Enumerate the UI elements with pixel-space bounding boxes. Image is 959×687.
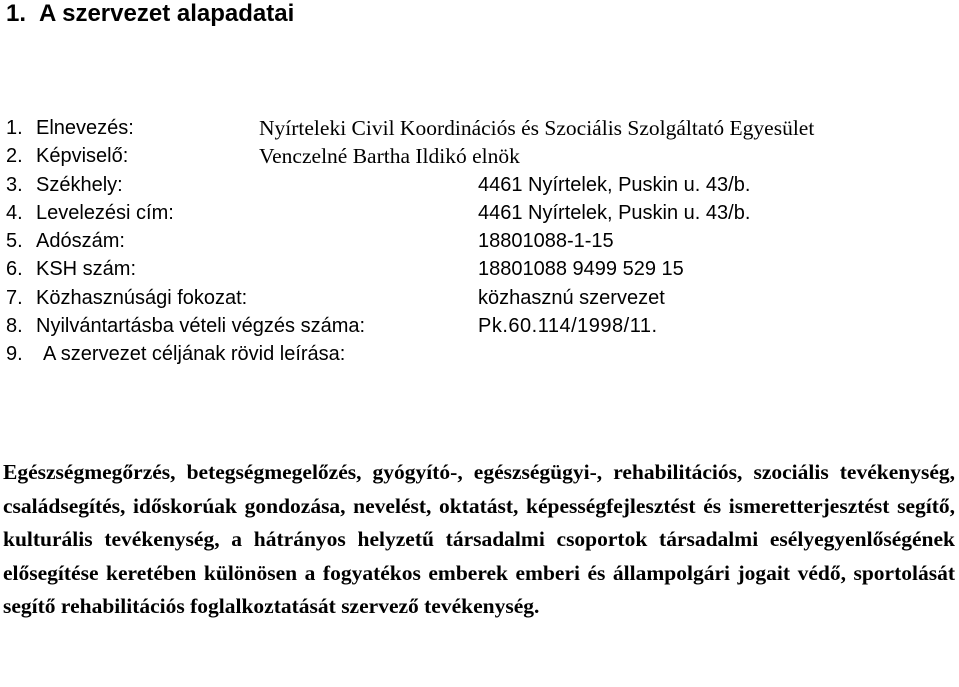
item-number: 8. bbox=[6, 315, 23, 338]
item-value-mailing-address: 4461 Nyírtelek, Puskin u. 43/b. bbox=[478, 201, 751, 224]
item-label-name: Elnevezés: bbox=[36, 117, 134, 139]
item-value-name: Nyírteleki Civil Koordinációs és Szociális Szolgáltató Egyesület bbox=[259, 116, 815, 140]
item-number: 9. bbox=[6, 343, 23, 366]
item-label-purpose: A szervezet céljának rövid leírása: bbox=[43, 343, 346, 366]
item-value-ksh-number: 18801088 9499 529 15 bbox=[478, 258, 684, 281]
section-heading bbox=[6, 0, 294, 30]
item-value-registration-number: Pk.60.114/1998/11. bbox=[478, 315, 658, 338]
item-value-headquarters: 4461 Nyírtelek, Puskin u. 43/b. bbox=[478, 173, 751, 196]
item-label-representative: Képviselő: bbox=[36, 145, 129, 168]
item-label-ksh-number: KSH szám: bbox=[36, 258, 137, 281]
section-title: A szervezet alapadatai bbox=[39, 0, 295, 27]
item-label-mailing-address: Levelezési cím: bbox=[36, 201, 174, 224]
item-number: 4. bbox=[6, 201, 23, 224]
purpose-description: Egészségmegőrzés, betegségmegelőzés, gyógyító-, egészségügyi-, rehabilitációs, szociális tevékenység, családsegítés, időskorúak gondozása, nevelést, oktatást, képességfejlesztést és ismeretterjesztést segítő, kulturális tevékenység, a hátrányos helyzetű társadalmi csoportok társadalmi esélyegyenlőségének elősegítése keretében különösen a fogyatékos emberek emberi és állampolgári jogait védő, sportolását segítő rehabilitációs foglalkoztatását szervező tevékenység. bbox=[3, 460, 955, 619]
item-label-headquarters: Székhely: bbox=[36, 173, 123, 196]
section-number: 1. bbox=[6, 0, 27, 27]
item-number: 6. bbox=[6, 258, 23, 281]
item-label-registration-number: Nyilvántartásba vételi végzés száma: bbox=[36, 315, 366, 338]
item-label-tax-number: Adószám: bbox=[36, 230, 125, 253]
item-value-representative: Venczelné Bartha Ildikó elnök bbox=[259, 144, 520, 169]
item-number: 5. bbox=[6, 230, 23, 253]
item-number: 7. bbox=[6, 286, 23, 309]
item-number: 3. bbox=[6, 173, 23, 196]
item-value-tax-number: 18801088-1-15 bbox=[478, 230, 614, 253]
item-value-public-benefit-status: közhasznú szervezet bbox=[478, 286, 665, 309]
item-number: 1. bbox=[6, 117, 23, 139]
item-label-public-benefit-status: Közhasznúsági fokozat: bbox=[36, 286, 248, 309]
item-number: 2. bbox=[6, 145, 23, 168]
